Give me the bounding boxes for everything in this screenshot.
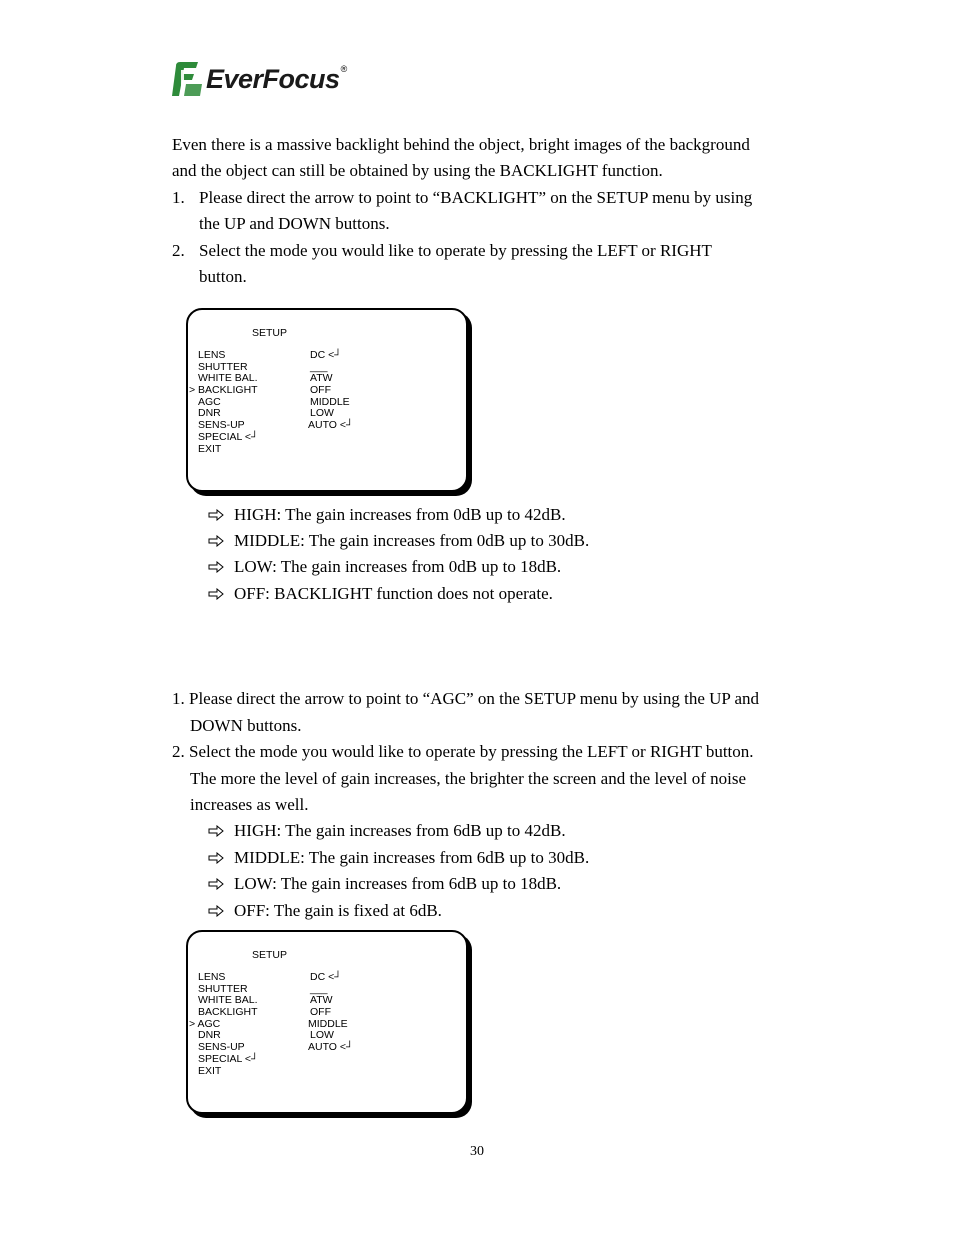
arrow-right-icon <box>208 588 224 600</box>
option-high-agc <box>208 818 566 844</box>
menu-value: MIDDLE <box>308 1017 348 1030</box>
menu-value: MIDDLE <box>310 395 350 408</box>
everfocus-logo-icon <box>172 62 204 96</box>
option-text: OFF: The gain is fixed at 6dB. <box>234 901 442 920</box>
everfocus-logo <box>172 61 347 97</box>
option-text: MIDDLE: The gain increases from 6dB up to 30dB. <box>234 848 590 867</box>
menu-key: EXIT <box>198 1064 222 1077</box>
menu-key: DNR <box>198 1029 221 1042</box>
step-1-line-1: Please direct the arrow to point to “BACKLIGHT” on the SETUP menu by using <box>199 188 753 207</box>
menu-key: LENS <box>198 349 226 361</box>
option-text: HIGH: The gain increases from 0dB up to 42dB. <box>234 505 566 524</box>
menu-key: > BACKLIGHT <box>189 384 258 397</box>
menu-key: EXIT <box>198 442 222 455</box>
menu-key: LENS <box>198 971 226 983</box>
registered-mark: ® <box>340 64 348 74</box>
menu-row-agc <box>198 397 418 409</box>
option-text: LOW: The gain increases from 0dB up to 18dB. <box>234 557 562 576</box>
menu-title: SETUP <box>252 949 288 961</box>
step-1-line-2: the UP and DOWN buttons. <box>199 214 390 233</box>
option-text: OFF: BACKLIGHT function does not operate. <box>234 584 553 603</box>
menu-key: SENS-UP <box>198 1041 245 1054</box>
menu-value: OFF <box>310 384 331 397</box>
menu-row-special <box>198 1054 418 1066</box>
setup-menu-backlight <box>186 308 468 492</box>
menu-title: SETUP <box>252 327 288 339</box>
menu-row-backlight <box>198 1007 418 1019</box>
menu-row-lens <box>198 972 418 984</box>
option-off-agc <box>208 898 442 924</box>
arrow-right-icon <box>208 878 224 890</box>
option-text: HIGH: The gain increases from 6dB up to 42dB. <box>234 821 566 840</box>
menu-value: LOW <box>310 407 334 420</box>
menu-value: AUTO <┘ <box>308 1041 354 1054</box>
agc-step-1-line-1: 1. Please direct the arrow to point to “AGC” on the SETUP menu by using the UP and <box>172 689 760 708</box>
option-middle-agc <box>208 845 589 871</box>
menu-value: LOW <box>310 1029 334 1042</box>
step-2-line-1: Select the mode you would like to operate by pressing the LEFT or RIGHT <box>199 241 712 260</box>
agc-step-2-line-3: increases as well. <box>190 795 309 814</box>
arrow-right-icon <box>208 905 224 917</box>
menu-value: ATW <box>310 372 333 385</box>
option-high-backlight <box>208 502 566 528</box>
page-number: 30 <box>470 1144 484 1159</box>
option-low-agc <box>208 871 561 897</box>
menu-row-exit <box>198 444 418 456</box>
setup-menu-agc <box>186 930 468 1114</box>
agc-step-1-line-2: DOWN buttons. <box>190 716 302 735</box>
menu-key: SPECIAL <┘ <box>198 1052 259 1065</box>
menu-value: DC <┘ <box>310 971 342 983</box>
menu-row-lens <box>198 350 418 362</box>
agc-step-2-line-1: 2. Select the mode you would like to operate by pressing the LEFT or RIGHT button. <box>172 742 754 761</box>
menu-key: WHITE BAL. <box>198 994 258 1007</box>
menu-value: OFF <box>310 1006 331 1019</box>
menu-value: ___ <box>310 360 328 373</box>
option-text: LOW: The gain increases from 6dB up to 18dB. <box>234 874 562 893</box>
intro-line-2: and the object can still be obtained by using the BACKLIGHT function. <box>172 161 663 180</box>
menu-key: WHITE BAL. <box>198 372 258 385</box>
arrow-right-icon <box>208 561 224 573</box>
menu-value: ATW <box>310 994 333 1007</box>
menu-key: SHUTTER <box>198 360 248 373</box>
agc-step-2-line-2: The more the level of gain increases, the brighter the screen and the level of noise <box>190 769 747 788</box>
option-low-backlight <box>208 554 561 580</box>
arrow-right-icon <box>208 509 224 521</box>
arrow-right-icon <box>208 852 224 864</box>
menu-key: BACKLIGHT <box>198 1006 258 1019</box>
menu-value: ___ <box>310 982 328 995</box>
menu-row-agc-selected <box>189 1017 418 1031</box>
menu-key: SHUTTER <box>198 982 248 995</box>
step-2-line-2: button. <box>199 267 247 286</box>
menu-key: SENS-UP <box>198 419 245 432</box>
intro-line-1: Even there is a massive backlight behind the object, bright images of the background <box>172 135 750 154</box>
menu-value: DC <┘ <box>310 349 342 361</box>
menu-value: AUTO <┘ <box>308 419 354 432</box>
option-text: MIDDLE: The gain increases from 0dB up to 30dB. <box>234 531 590 550</box>
menu-key: SPECIAL <┘ <box>198 430 259 443</box>
step-1-number: 1. <box>172 188 185 207</box>
menu-key: DNR <box>198 407 221 420</box>
menu-key: > AGC <box>189 1017 221 1030</box>
menu-row-backlight-selected <box>189 384 418 397</box>
brand-name: EverFocus <box>206 63 340 94</box>
menu-row-special <box>198 432 418 444</box>
arrow-right-icon <box>208 535 224 547</box>
option-middle-backlight <box>208 528 589 554</box>
option-off-backlight <box>208 581 553 607</box>
menu-row-exit <box>198 1066 418 1078</box>
step-2-number: 2. <box>172 241 185 260</box>
menu-key: AGC <box>198 395 221 408</box>
arrow-right-icon <box>208 825 224 837</box>
